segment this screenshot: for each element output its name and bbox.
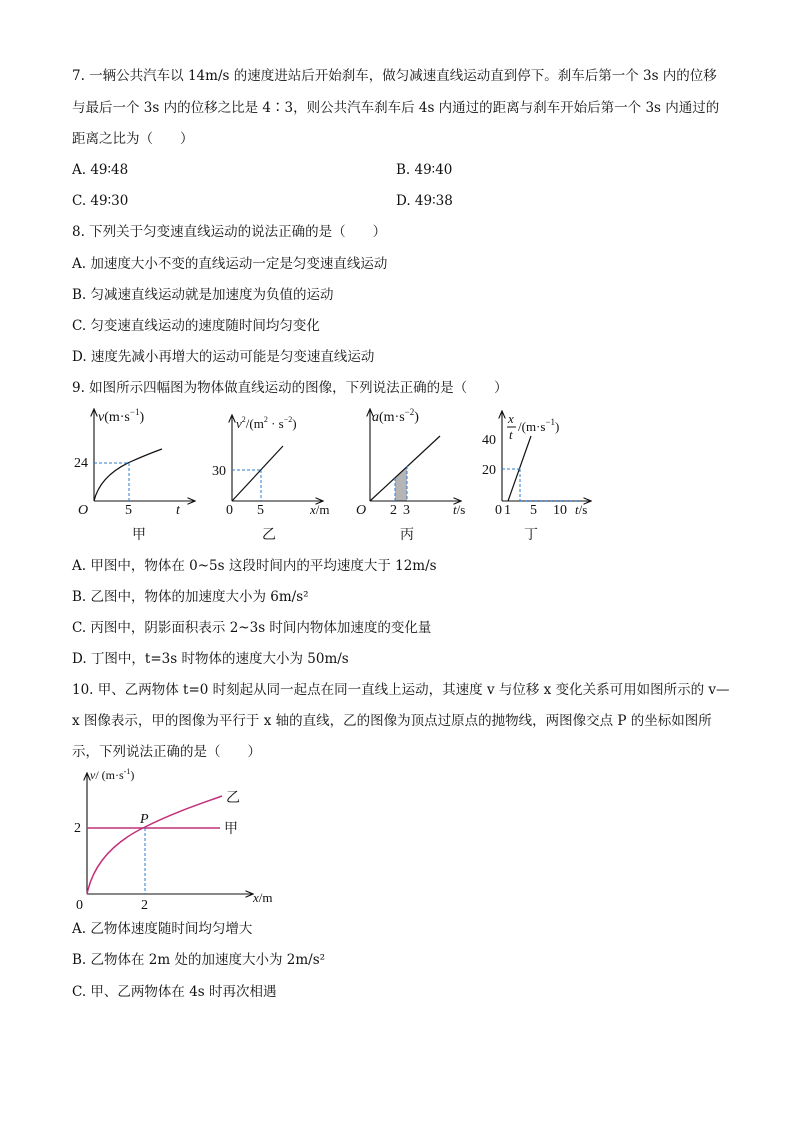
xlabel: t bbox=[176, 503, 180, 518]
q10-stem-line-1: 10. 甲、乙两物体 t=0 时刻起从同一起点在同一直线上运动，其速度 v 与位移 x 变化关系可用如图所示的 v— bbox=[72, 682, 730, 698]
ylabel: v/ $(m\cdot s^{-1})$ bbox=[90, 767, 135, 782]
q8-option-d: D. 速度先减小再增大的运动可能是匀变速直线运动 bbox=[72, 349, 375, 365]
q7-option-c: C. 49∶30 bbox=[72, 193, 129, 209]
q9-option-a: A. 甲图中，物体在 0~5s 这段时间内的平均速度大于 12m/s bbox=[72, 558, 437, 574]
q9-stem: 9. 如图所示四幅图为物体做直线运动的图像，下列说法正确的是（ ） bbox=[72, 380, 508, 396]
ytick-24: 24 bbox=[74, 456, 88, 471]
q10-option-a: A. 乙物体速度随时间均匀增大 bbox=[72, 921, 253, 937]
ytick-2: 2 bbox=[74, 821, 81, 836]
ytick-30: 30 bbox=[212, 464, 226, 479]
ylabel-numerator: x bbox=[508, 411, 514, 426]
q10-stem-line-2: x 图像表示，甲的图像为平行于 x 轴的直线，乙的图像为顶点过原点的抛物线，两图像交点 P 的坐标如图所 bbox=[72, 713, 712, 729]
q9-option-b: B. 乙图中，物体的加速度大小为 6m/s² bbox=[72, 589, 309, 605]
graph-ding bbox=[478, 404, 603, 549]
xtick-1: 1 bbox=[504, 503, 511, 518]
q10-option-c: C. 甲、乙两物体在 4s 时再次相遇 bbox=[72, 984, 277, 1000]
q8-stem: 8. 下列关于匀变速直线运动的说法正确的是（ ） bbox=[72, 224, 387, 240]
ylabel-unit: $/(m\cdot s^{-1})$ bbox=[518, 417, 560, 434]
xlabel: x/m bbox=[310, 502, 330, 517]
q10-stem-line-3: 示，下列说法正确的是（ ） bbox=[72, 744, 261, 760]
q7-stem-line-1: 7. 一辆公共汽车以 14m/s 的速度进站后开始刹车，做匀减速直线运动直到停下。刹车后第一个 3s 内的位移 bbox=[72, 68, 717, 84]
q9-option-c: C. 丙图中，阴影面积表示 2~3s 时间内物体加速度的变化量 bbox=[72, 620, 432, 636]
q8-option-a: A. 加速度大小不变的直线运动一定是匀变速直线运动 bbox=[72, 256, 388, 272]
ytick-20: 20 bbox=[482, 463, 496, 478]
xtick-3: 3 bbox=[403, 503, 410, 518]
origin-label: O bbox=[78, 503, 89, 518]
curve bbox=[94, 449, 162, 501]
xtick-5: 5 bbox=[530, 503, 537, 518]
q7-stem-line-2: 与最后一个 3s 内的位移之比是 4∶3，则公共汽车刹车后 4s 内通过的距离与刹车开始后第一个 3s 内通过的 bbox=[72, 100, 720, 116]
xtick-5: 5 bbox=[125, 503, 132, 518]
origin-label: 0 bbox=[226, 503, 233, 518]
label-jia: 甲 bbox=[224, 822, 238, 837]
q8-option-c: C. 匀变速直线运动的速度随时间均匀变化 bbox=[72, 318, 320, 334]
graph-jia bbox=[70, 404, 200, 549]
xlabel: x/m bbox=[253, 890, 273, 905]
xlabel: t/s bbox=[453, 502, 466, 517]
line bbox=[232, 446, 283, 501]
caption: 乙 bbox=[262, 528, 276, 543]
graph-v-x bbox=[70, 764, 290, 914]
q7-option-b: B. 49∶40 bbox=[396, 162, 453, 178]
xtick-2: 2 bbox=[141, 898, 148, 913]
caption: 丙 bbox=[400, 528, 414, 543]
ylabel-denominator: t bbox=[509, 427, 513, 442]
ylabel: $v^2/(m^2 \cdot s^{-2})$ bbox=[236, 415, 297, 431]
q7-option-a: A. 49∶48 bbox=[72, 162, 129, 178]
ylabel: $v(m\cdot s^{-1})$ bbox=[98, 407, 145, 425]
point-p-label: P bbox=[140, 812, 149, 827]
ytick-40: 40 bbox=[482, 433, 496, 448]
xtick-2: 2 bbox=[390, 503, 397, 518]
caption: 甲 bbox=[132, 528, 146, 543]
label-yi: 乙 bbox=[226, 791, 240, 806]
graph-yi bbox=[212, 404, 347, 549]
q7-option-d: D. 49∶38 bbox=[396, 193, 453, 209]
q10-option-b: B. 乙物体在 2m 处的加速度大小为 2m/s² bbox=[72, 952, 326, 968]
caption: 丁 bbox=[524, 528, 538, 543]
curve-yi bbox=[87, 796, 222, 894]
q9-option-d: D. 丁图中，t=3s 时物体的速度大小为 50m/s bbox=[72, 651, 349, 667]
xtick-0: 0 bbox=[495, 503, 502, 518]
shaded-area bbox=[395, 466, 407, 501]
origin-label: O bbox=[356, 503, 367, 518]
xtick-5: 5 bbox=[257, 503, 264, 518]
q8-option-b: B. 匀减速直线运动就是加速度为负值的运动 bbox=[72, 287, 334, 303]
xlabel: t/s bbox=[575, 502, 588, 517]
q7-stem-line-3: 距离之比为（ ） bbox=[72, 131, 194, 147]
graph-bing bbox=[350, 404, 480, 549]
origin-label: 0 bbox=[76, 898, 83, 913]
xtick-10: 10 bbox=[553, 503, 567, 518]
ylabel: $a(m\cdot s^{-2})$ bbox=[372, 407, 419, 425]
